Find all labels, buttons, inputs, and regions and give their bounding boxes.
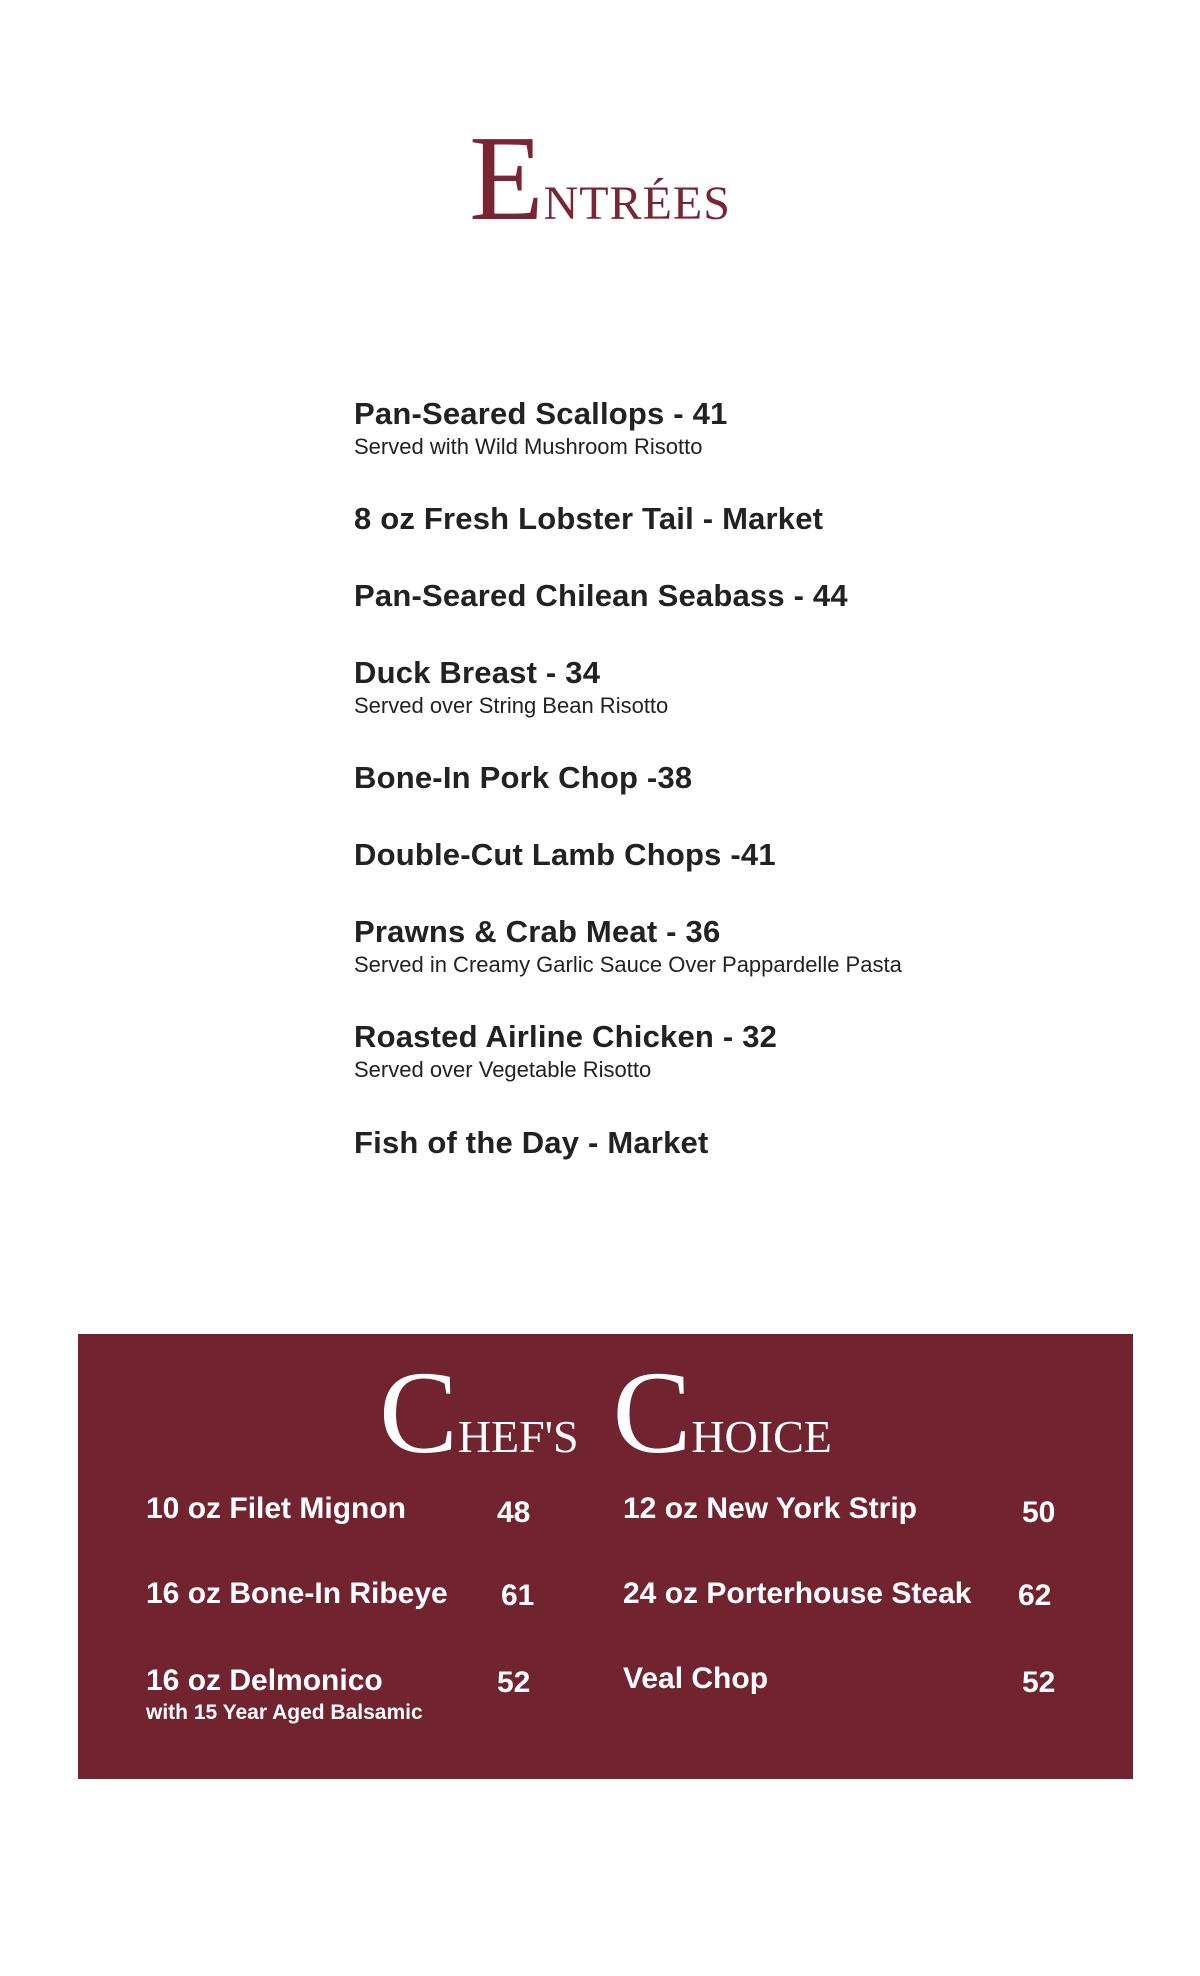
entree-item [354, 398, 728, 458]
entree-item [354, 762, 692, 793]
title-initial: C [379, 1347, 458, 1478]
steak-price: 48 [497, 1496, 531, 1529]
chefs-choice-title [78, 1347, 1133, 1478]
steak-item [623, 1664, 768, 1694]
entree-name: Pan-Seared Chilean Seabass - 44 [354, 578, 848, 613]
entree-item [354, 503, 823, 534]
steak-name: 16 oz Delmonico [146, 1664, 383, 1697]
entree-name: Bone-In Pork Chop -38 [354, 760, 693, 795]
entree-name: Fish of the Day - Market [354, 1125, 709, 1160]
entree-name: Roasted Airline Chicken - 32 [354, 1019, 778, 1054]
steak-item [623, 1494, 917, 1524]
entree-item [354, 580, 848, 611]
steak-name: 10 oz Filet Mignon [146, 1492, 406, 1525]
title-rest: HOICE [691, 1411, 832, 1462]
entree-item [354, 916, 902, 976]
entree-desc: Served over Vegetable Risotto [354, 1057, 652, 1082]
entree-item [354, 1021, 777, 1081]
steak-price: 50 [1022, 1496, 1056, 1529]
steak-name: 24 oz Porterhouse Steak [623, 1577, 972, 1610]
chefs-choice-panel [78, 1334, 1133, 1779]
title-rest: HEF'S [457, 1411, 579, 1462]
entrees-title [0, 111, 1200, 246]
steak-name: Veal Chop [623, 1662, 769, 1695]
steak-item [146, 1494, 406, 1524]
steak-name: 16 oz Bone-In Ribeye [146, 1577, 448, 1610]
steak-price: 62 [1018, 1579, 1052, 1612]
steak-item [146, 1579, 448, 1609]
entrees-title-initial: E [469, 111, 544, 246]
entree-item [354, 839, 776, 870]
steak-name: 12 oz New York Strip [623, 1492, 917, 1525]
steak-price: 61 [501, 1579, 535, 1612]
steak-item [146, 1666, 423, 1723]
entree-item [354, 1127, 708, 1158]
steak-desc: with 15 Year Aged Balsamic [146, 1701, 423, 1724]
entree-name: Double-Cut Lamb Chops -41 [354, 837, 776, 872]
entree-desc: Served in Creamy Garlic Sauce Over Pappardelle Pasta [354, 952, 902, 977]
steak-item [623, 1579, 971, 1609]
entree-desc: Served with Wild Mushroom Risotto [354, 434, 703, 459]
title-initial: C [612, 1347, 692, 1478]
entree-name: 8 oz Fresh Lobster Tail - Market [354, 501, 824, 536]
steak-price: 52 [497, 1666, 531, 1699]
steak-price: 52 [1022, 1666, 1056, 1699]
entrees-title-rest: NTRÉES [543, 177, 731, 230]
entree-name: Prawns & Crab Meat - 36 [354, 914, 721, 949]
entree-name: Pan-Seared Scallops - 41 [354, 396, 728, 431]
entree-item [354, 657, 668, 717]
entree-desc: Served over String Bean Risotto [354, 693, 669, 718]
entree-name: Duck Breast - 34 [354, 655, 601, 690]
